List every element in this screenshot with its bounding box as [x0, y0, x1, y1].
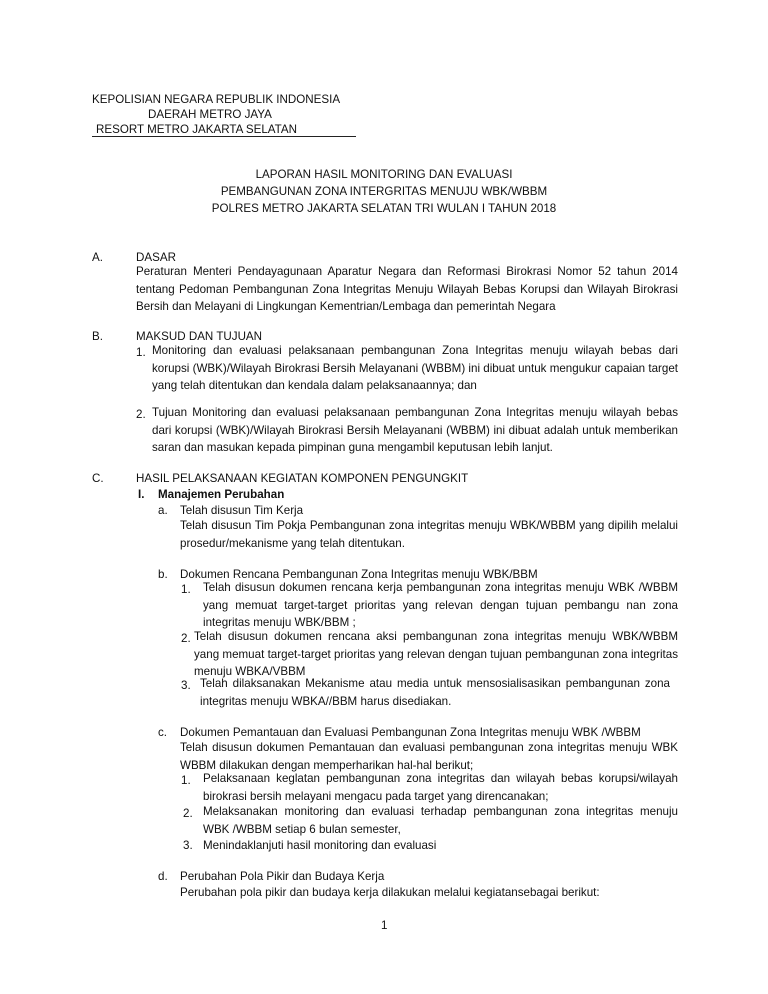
header-underline [92, 136, 356, 137]
item-d-text: Perubahan pola pikir dan budaya kerja dilakukan melalui kegiatansebagai berikut: [180, 886, 600, 899]
section-b-item-1-num: 1. [136, 346, 146, 359]
item-a-title: Telah disusun Tim Kerja [180, 504, 304, 517]
section-c-sub-heading: Manajemen Perubahan [158, 488, 285, 501]
section-a-text: Peraturan Menteri Pendayagunaan Aparatur Negara dan Reformasi Birokrasi Nomor 52 tahun 2014 tentang Pedoman Pembangunan Zona Integritas Menuju Wilayah Bebas Korupsi dan Wilayah Birokrasi Bersih dan Melayani di Lingkungan Kementrian/Lembaga dan pemerintah Negara [136, 265, 678, 313]
item-d-letter: d. [158, 870, 168, 883]
item-c-2-num: 2. [183, 807, 193, 820]
item-c-1-text: Pelaksanaan keglatan pembangunan zona integritas dan wilayah bebas korupsi/wilayah birokrasi bersih melayani mengacu pada target yang direncanakan; [203, 772, 678, 803]
section-c-letter: C. [92, 472, 104, 485]
item-a-letter: a. [158, 504, 168, 517]
item-b-1-text: Telah disusun dokumen rencana kerja pembangunan zona integritas menuju WBK /WBBM yang memuat target-target prioritas yang relevan dengan tujuan pembangu nan zona integritas menuju WBK/BBM ; [203, 581, 678, 629]
section-b-letter: B. [92, 330, 103, 343]
header-line-1: KEPOLISIAN NEGARA REPUBLIK INDONESIA [92, 93, 341, 106]
section-b-item-2-num: 2. [136, 408, 146, 421]
item-c-text: Telah disusun dokumen Pemantauan dan evaluasi pembangunan zona integritas menuju WBK WBBM dilakukan dengan memperharikan hal-hal berikut; [180, 741, 678, 772]
item-b-2-num: 2. [181, 632, 191, 645]
title-line-1: LAPORAN HASIL MONITORING DAN EVALUASI [255, 168, 513, 181]
item-b-1-num: 1. [181, 583, 191, 596]
item-b-title: Dokumen Rencana Pembangunan Zona Integritas menuju WBK/BBM [180, 568, 538, 581]
item-c-1-num: 1. [181, 774, 191, 787]
item-c-letter: c. [158, 726, 168, 739]
item-c-3-text: Menindaklanjuti hasil monitoring dan evaluasi [203, 839, 437, 852]
section-b-item-1-text: Monitoring dan evaluasi pelaksanaan pembangunan Zona Integritas menuju wilayah bebas dari korupsi (WBK)/Wilayah Birokrasi Bersih Melayanani (WBBM) ini dibuat untuk mengukur capaian target yang telah ditentukan dan kendala dalam pelaksanaannya; dan [152, 344, 678, 392]
section-b-item-2-text: Tujuan Monitoring dan evaluasi pelaksanaan pembangunan Zona Integritas menuju wilayah bebas dari korupsi (WBK)/Wilayah Birokrasi Bersih Melayanani (WBBM) ini dibuat adalah untuk memberikan saran dan masukan kepada pimpinan guna mengambil keputusan lebih lanjut. [152, 406, 678, 454]
item-c-3-num: 3. [183, 839, 193, 852]
item-c-title: Dokumen Pemantauan dan Evaluasi Pembangunan Zona Integritas menuju WBK /WBBM [180, 726, 641, 739]
item-c-2-text: Melaksanakan monitoring dan evaluasi terhadap pembangunan zona integritas menuju WBK /WBBM setiap 6 bulan semester, [203, 805, 678, 836]
section-c-heading: HASIL PELAKSANAAN KEGIATAN KOMPONEN PENGUNGKIT [136, 472, 469, 485]
title-line-2: PEMBANGUNAN ZONA INTERGRITAS MENUJU WBK/WBBM [220, 185, 548, 198]
section-a-letter: A. [92, 251, 103, 264]
section-c-sub-num: I. [138, 488, 145, 501]
page-number: 1 [381, 919, 388, 932]
section-a-heading: DASAR [136, 251, 176, 264]
item-d-title: Perubahan Pola Pikir dan Budaya Kerja [180, 870, 385, 883]
title-line-3: POLRES METRO JAKARTA SELATAN TRI WULAN I TAHUN 2018 [211, 202, 557, 215]
item-b-letter: b. [158, 568, 168, 581]
header-line-3: RESORT METRO JAKARTA SELATAN [96, 123, 298, 136]
item-a-text: Telah disusun Tim Pokja Pembangunan zona integritas menuju WBK/WBBM yang dipilih melalui prosedur/mekanisme yang telah ditentukan. [180, 519, 678, 550]
header-line-2: DAERAH METRO JAYA [148, 108, 272, 121]
item-b-2-text: Telah disusun dokumen rencana aksi pembangunan zona integritas menuju WBK/WBBM yang memuat target-target prioritas yang relevan dengan tujuan pembangunan zona integritas menuju WBKA/VBBM [194, 630, 678, 678]
section-b-heading: MAKSUD DAN TUJUAN [136, 330, 263, 343]
item-b-3-text: Telah dilaksanakan Mekanisme atau media untuk mensosialisasikan pembangunan zona integritas menuju WBKA//BBM harus disediakan. [200, 677, 670, 708]
item-b-3-num: 3. [181, 679, 191, 692]
